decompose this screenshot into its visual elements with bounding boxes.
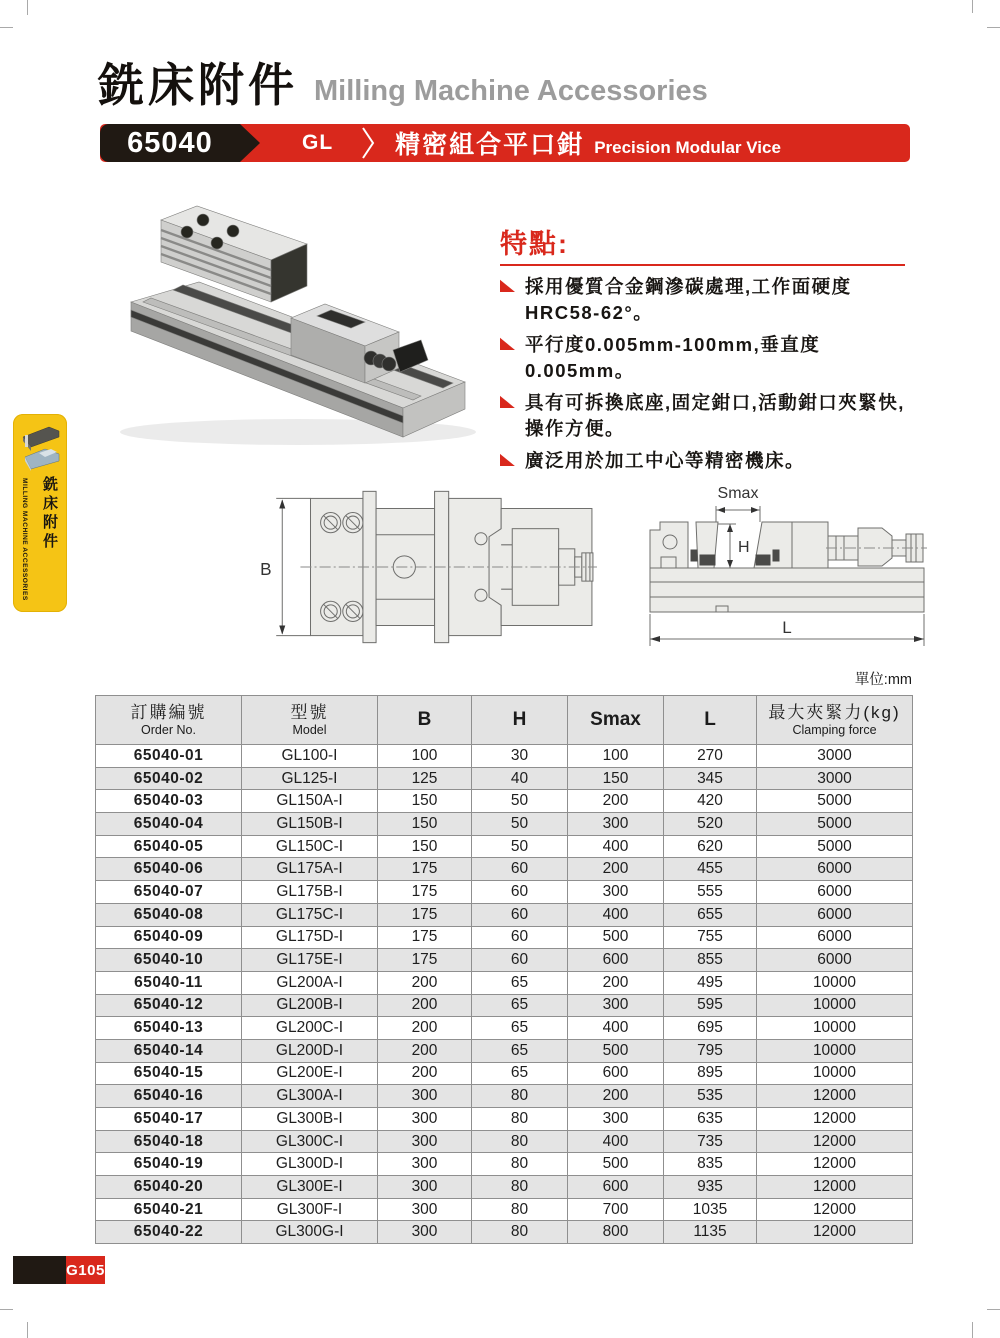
series-banner bbox=[100, 124, 910, 162]
table-cell: 65040-09 bbox=[96, 926, 242, 949]
table-cell: GL200B-I bbox=[242, 994, 378, 1017]
table-cell: 60 bbox=[472, 858, 568, 881]
crop-mark bbox=[27, 1322, 28, 1338]
feature-bullet-icon bbox=[500, 337, 515, 350]
series-code-badge bbox=[100, 124, 240, 162]
table-cell: 65040-13 bbox=[96, 1017, 242, 1040]
table-cell: 400 bbox=[568, 1130, 664, 1153]
table-cell: 60 bbox=[472, 903, 568, 926]
table-row bbox=[96, 1108, 913, 1131]
table-row bbox=[96, 858, 913, 881]
top-view-drawing bbox=[252, 486, 600, 648]
series-letters: GL bbox=[302, 131, 334, 154]
table-cell: 12000 bbox=[757, 1108, 913, 1131]
table-cell: 6000 bbox=[757, 881, 913, 904]
page-footer bbox=[13, 1256, 105, 1284]
table-cell: GL300B-I bbox=[242, 1108, 378, 1131]
column-header-en: Order No. bbox=[141, 723, 196, 738]
table-cell: 300 bbox=[378, 1198, 472, 1221]
table-cell: 65040-17 bbox=[96, 1108, 242, 1131]
table-cell: 695 bbox=[664, 1017, 757, 1040]
table-cell: 495 bbox=[664, 971, 757, 994]
table-cell: 80 bbox=[472, 1130, 568, 1153]
table-cell: 125 bbox=[378, 767, 472, 790]
table-cell: 10000 bbox=[757, 1017, 913, 1040]
table-cell: 855 bbox=[664, 949, 757, 972]
table-cell: 65040-22 bbox=[96, 1221, 242, 1244]
table-cell: 100 bbox=[568, 745, 664, 768]
feature-item bbox=[500, 274, 912, 325]
table-row bbox=[96, 745, 913, 768]
table-cell: 300 bbox=[378, 1130, 472, 1153]
crop-mark bbox=[987, 27, 1000, 28]
table-cell: 400 bbox=[568, 835, 664, 858]
table-cell: 200 bbox=[378, 1017, 472, 1040]
table-cell: 10000 bbox=[757, 1039, 913, 1062]
table-cell: 200 bbox=[378, 1062, 472, 1085]
table-cell: 80 bbox=[472, 1153, 568, 1176]
table-row bbox=[96, 790, 913, 813]
table-row bbox=[96, 1085, 913, 1108]
column-header-en: Model bbox=[292, 723, 327, 738]
feature-text: 平行度0.005mm-100mm,垂直度0.005mm。 bbox=[525, 334, 821, 381]
table-cell: 12000 bbox=[757, 1221, 913, 1244]
side-tab-milling-accessories bbox=[13, 414, 67, 612]
column-header bbox=[96, 696, 242, 745]
table-cell: 65040-12 bbox=[96, 994, 242, 1017]
table-cell: 300 bbox=[378, 1221, 472, 1244]
table-cell: 30 bbox=[472, 745, 568, 768]
side-tab-label-zh: 銑床附件 bbox=[41, 476, 58, 552]
table-cell: 755 bbox=[664, 926, 757, 949]
table-cell: 735 bbox=[664, 1130, 757, 1153]
table-cell: 300 bbox=[568, 813, 664, 836]
table-row bbox=[96, 1153, 913, 1176]
table-cell: GL175D-I bbox=[242, 926, 378, 949]
table-cell: 80 bbox=[472, 1085, 568, 1108]
table-cell: 65040-10 bbox=[96, 949, 242, 972]
table-cell: 10000 bbox=[757, 1062, 913, 1085]
table-cell: 12000 bbox=[757, 1130, 913, 1153]
page-title-zh: 銑床附件 bbox=[98, 59, 298, 111]
dim-h-label: H bbox=[738, 539, 750, 556]
table-cell: 65 bbox=[472, 1017, 568, 1040]
table-cell: 3000 bbox=[757, 767, 913, 790]
table-cell: 65040-16 bbox=[96, 1085, 242, 1108]
table-cell: 150 bbox=[378, 813, 472, 836]
table-cell: 520 bbox=[664, 813, 757, 836]
table-cell: 300 bbox=[378, 1176, 472, 1199]
table-cell: 65040-20 bbox=[96, 1176, 242, 1199]
table-cell: 300 bbox=[568, 994, 664, 1017]
dim-b-label: B bbox=[260, 559, 272, 580]
table-cell: 300 bbox=[568, 881, 664, 904]
column-header bbox=[757, 696, 913, 745]
spec-table bbox=[95, 695, 913, 1244]
table-row bbox=[96, 835, 913, 858]
banner-title-zh: 精密組合平口鉗 bbox=[395, 131, 585, 159]
crop-mark bbox=[0, 1309, 13, 1310]
table-cell: 65040-03 bbox=[96, 790, 242, 813]
crop-mark bbox=[987, 1309, 1000, 1310]
feature-bullet-icon bbox=[500, 279, 515, 292]
table-cell: GL300C-I bbox=[242, 1130, 378, 1153]
table-cell: 600 bbox=[568, 1176, 664, 1199]
column-header bbox=[472, 696, 568, 745]
table-cell: 150 bbox=[378, 790, 472, 813]
table-cell: 10000 bbox=[757, 971, 913, 994]
table-cell: 1035 bbox=[664, 1198, 757, 1221]
footer-bar bbox=[13, 1256, 66, 1284]
table-cell: 300 bbox=[378, 1153, 472, 1176]
table-cell: 65 bbox=[472, 971, 568, 994]
table-cell: 65040-18 bbox=[96, 1130, 242, 1153]
table-row bbox=[96, 1130, 913, 1153]
table-cell: 935 bbox=[664, 1176, 757, 1199]
table-row bbox=[96, 1062, 913, 1085]
table-body bbox=[96, 745, 913, 1244]
table-cell: 65040-06 bbox=[96, 858, 242, 881]
table-cell: 6000 bbox=[757, 858, 913, 881]
column-header bbox=[568, 696, 664, 745]
table-cell: GL175A-I bbox=[242, 858, 378, 881]
column-header bbox=[664, 696, 757, 745]
table-row bbox=[96, 1039, 913, 1062]
side-tab-label-en: MILLING MACHINE ACCESSORIES bbox=[21, 478, 28, 601]
table-cell: GL300A-I bbox=[242, 1085, 378, 1108]
table-row bbox=[96, 949, 913, 972]
table-cell: 65040-14 bbox=[96, 1039, 242, 1062]
feature-item bbox=[500, 332, 912, 383]
crop-mark bbox=[27, 0, 28, 15]
table-row bbox=[96, 926, 913, 949]
table-cell: 175 bbox=[378, 949, 472, 972]
table-row bbox=[96, 767, 913, 790]
table-cell: 175 bbox=[378, 881, 472, 904]
table-cell: 200 bbox=[378, 994, 472, 1017]
column-header-zh: H bbox=[512, 709, 527, 730]
table-cell: 500 bbox=[568, 1153, 664, 1176]
page-title-en: Milling Machine Accessories bbox=[314, 74, 708, 107]
feature-bullet-icon bbox=[500, 395, 515, 408]
table-cell: 10000 bbox=[757, 994, 913, 1017]
table-cell: 200 bbox=[378, 971, 472, 994]
table-cell: 65040-11 bbox=[96, 971, 242, 994]
table-cell: 300 bbox=[378, 1085, 472, 1108]
table-cell: 600 bbox=[568, 949, 664, 972]
table-cell: 5000 bbox=[757, 813, 913, 836]
series-code: 65040 bbox=[127, 126, 213, 159]
table-cell: 65 bbox=[472, 1039, 568, 1062]
table-cell: 65040-01 bbox=[96, 745, 242, 768]
table-cell: GL300G-I bbox=[242, 1221, 378, 1244]
table-cell: 12000 bbox=[757, 1153, 913, 1176]
table-cell: 60 bbox=[472, 881, 568, 904]
column-header-en: Clamping force bbox=[792, 723, 877, 738]
table-cell: 80 bbox=[472, 1108, 568, 1131]
feature-text: 具有可拆換底座,固定鉗口,活動鉗口夾緊快,操作方便。 bbox=[525, 392, 905, 439]
table-cell: 65040-05 bbox=[96, 835, 242, 858]
table-cell: 80 bbox=[472, 1176, 568, 1199]
table-cell: 65040-08 bbox=[96, 903, 242, 926]
table-cell: GL200A-I bbox=[242, 971, 378, 994]
crop-mark bbox=[972, 1322, 973, 1338]
table-cell: 65 bbox=[472, 994, 568, 1017]
table-row bbox=[96, 971, 913, 994]
column-header-zh: L bbox=[704, 709, 716, 730]
table-cell: 65040-21 bbox=[96, 1198, 242, 1221]
table-cell: 60 bbox=[472, 949, 568, 972]
table-cell: 1135 bbox=[664, 1221, 757, 1244]
table-cell: GL175C-I bbox=[242, 903, 378, 926]
table-cell: GL300F-I bbox=[242, 1198, 378, 1221]
table-cell: GL150A-I bbox=[242, 790, 378, 813]
table-cell: 600 bbox=[568, 1062, 664, 1085]
table-cell: 655 bbox=[664, 903, 757, 926]
table-cell: 400 bbox=[568, 903, 664, 926]
features-section bbox=[500, 222, 912, 481]
table-cell: 200 bbox=[568, 790, 664, 813]
table-row bbox=[96, 1198, 913, 1221]
table-cell: 50 bbox=[472, 813, 568, 836]
table-cell: 150 bbox=[378, 835, 472, 858]
table-cell: 150 bbox=[568, 767, 664, 790]
table-cell: 400 bbox=[568, 1017, 664, 1040]
table-cell: 620 bbox=[664, 835, 757, 858]
feature-item bbox=[500, 390, 912, 441]
table-cell: 700 bbox=[568, 1198, 664, 1221]
table-cell: GL300D-I bbox=[242, 1153, 378, 1176]
unit-label: 單位:mm bbox=[854, 672, 912, 688]
column-header bbox=[378, 696, 472, 745]
table-cell: 6000 bbox=[757, 926, 913, 949]
table-cell: 65040-07 bbox=[96, 881, 242, 904]
table-cell: 175 bbox=[378, 926, 472, 949]
table-cell: 795 bbox=[664, 1039, 757, 1062]
table-row bbox=[96, 813, 913, 836]
table-cell: 80 bbox=[472, 1221, 568, 1244]
feature-bullet-icon bbox=[500, 453, 515, 466]
table-cell: 80 bbox=[472, 1198, 568, 1221]
table-cell: 555 bbox=[664, 881, 757, 904]
dim-smax-label: Smax bbox=[717, 485, 759, 502]
table-cell: 835 bbox=[664, 1153, 757, 1176]
table-cell: 40 bbox=[472, 767, 568, 790]
table-header-row bbox=[96, 696, 913, 745]
table-cell: 595 bbox=[664, 994, 757, 1017]
table-row bbox=[96, 994, 913, 1017]
table-cell: 3000 bbox=[757, 745, 913, 768]
feature-text: 廣泛用於加工中心等精密機床。 bbox=[525, 450, 806, 472]
column-header-zh: Smax bbox=[590, 709, 641, 730]
pennant-tip-icon bbox=[240, 124, 260, 162]
table-cell: 50 bbox=[472, 835, 568, 858]
column-header-zh: 最大夾緊力(kg) bbox=[768, 702, 901, 722]
table-cell: 175 bbox=[378, 858, 472, 881]
side-tab-thumbnail bbox=[19, 421, 61, 473]
table-cell: 65 bbox=[472, 1062, 568, 1085]
side-view-drawing bbox=[630, 462, 930, 662]
feature-text: 採用優質合金鋼滲碳處理,工作面硬度HRC58-62°。 bbox=[525, 276, 852, 323]
table-cell: GL200E-I bbox=[242, 1062, 378, 1085]
table-row bbox=[96, 1221, 913, 1244]
table-row bbox=[96, 1017, 913, 1040]
table-cell: 200 bbox=[568, 971, 664, 994]
column-header-zh: B bbox=[417, 709, 432, 730]
table-cell: 300 bbox=[378, 1108, 472, 1131]
table-cell: 100 bbox=[378, 745, 472, 768]
banner-title-en: Precision Modular Vice bbox=[594, 137, 781, 157]
chevron-right-icon bbox=[361, 127, 375, 159]
table-cell: 12000 bbox=[757, 1176, 913, 1199]
table-cell: 455 bbox=[664, 858, 757, 881]
table-cell: 65040-15 bbox=[96, 1062, 242, 1085]
table-cell: 50 bbox=[472, 790, 568, 813]
table-cell: 420 bbox=[664, 790, 757, 813]
table-cell: 800 bbox=[568, 1221, 664, 1244]
table-cell: 12000 bbox=[757, 1198, 913, 1221]
table-cell: GL100-I bbox=[242, 745, 378, 768]
table-cell: 895 bbox=[664, 1062, 757, 1085]
table-cell: 175 bbox=[378, 903, 472, 926]
column-header-zh: 型號 bbox=[290, 702, 329, 722]
table-cell: GL300E-I bbox=[242, 1176, 378, 1199]
table-cell: GL150C-I bbox=[242, 835, 378, 858]
crop-mark bbox=[972, 0, 973, 13]
table-cell: 345 bbox=[664, 767, 757, 790]
table-cell: 200 bbox=[568, 1085, 664, 1108]
product-photo bbox=[103, 190, 488, 458]
table-cell: 6000 bbox=[757, 903, 913, 926]
table-row bbox=[96, 881, 913, 904]
table-cell: 535 bbox=[664, 1085, 757, 1108]
table-cell: 635 bbox=[664, 1108, 757, 1131]
table-cell: 200 bbox=[568, 858, 664, 881]
dim-l-label: L bbox=[782, 618, 792, 637]
table-cell: GL200C-I bbox=[242, 1017, 378, 1040]
table-cell: 5000 bbox=[757, 835, 913, 858]
features-heading: 特點: bbox=[500, 229, 569, 259]
table-row bbox=[96, 903, 913, 926]
table-cell: 65040-19 bbox=[96, 1153, 242, 1176]
table-cell: GL125-I bbox=[242, 767, 378, 790]
table-cell: 300 bbox=[568, 1108, 664, 1131]
table-cell: GL175B-I bbox=[242, 881, 378, 904]
page-number: G105 bbox=[66, 1256, 105, 1284]
table-cell: 65040-04 bbox=[96, 813, 242, 836]
page-title bbox=[98, 60, 708, 111]
table-cell: GL175E-I bbox=[242, 949, 378, 972]
table-cell: 65040-02 bbox=[96, 767, 242, 790]
features-divider bbox=[500, 264, 905, 266]
table-cell: 6000 bbox=[757, 949, 913, 972]
table-cell: 270 bbox=[664, 745, 757, 768]
table-cell: 500 bbox=[568, 1039, 664, 1062]
column-header-zh: 訂購編號 bbox=[130, 702, 207, 722]
crop-mark bbox=[0, 27, 13, 28]
table-cell: 60 bbox=[472, 926, 568, 949]
table-cell: GL200D-I bbox=[242, 1039, 378, 1062]
table-cell: 5000 bbox=[757, 790, 913, 813]
table-row bbox=[96, 1176, 913, 1199]
table-cell: 500 bbox=[568, 926, 664, 949]
table-cell: GL150B-I bbox=[242, 813, 378, 836]
table-cell: 200 bbox=[378, 1039, 472, 1062]
features-list bbox=[500, 274, 912, 474]
table-cell: 12000 bbox=[757, 1085, 913, 1108]
column-header bbox=[242, 696, 378, 745]
